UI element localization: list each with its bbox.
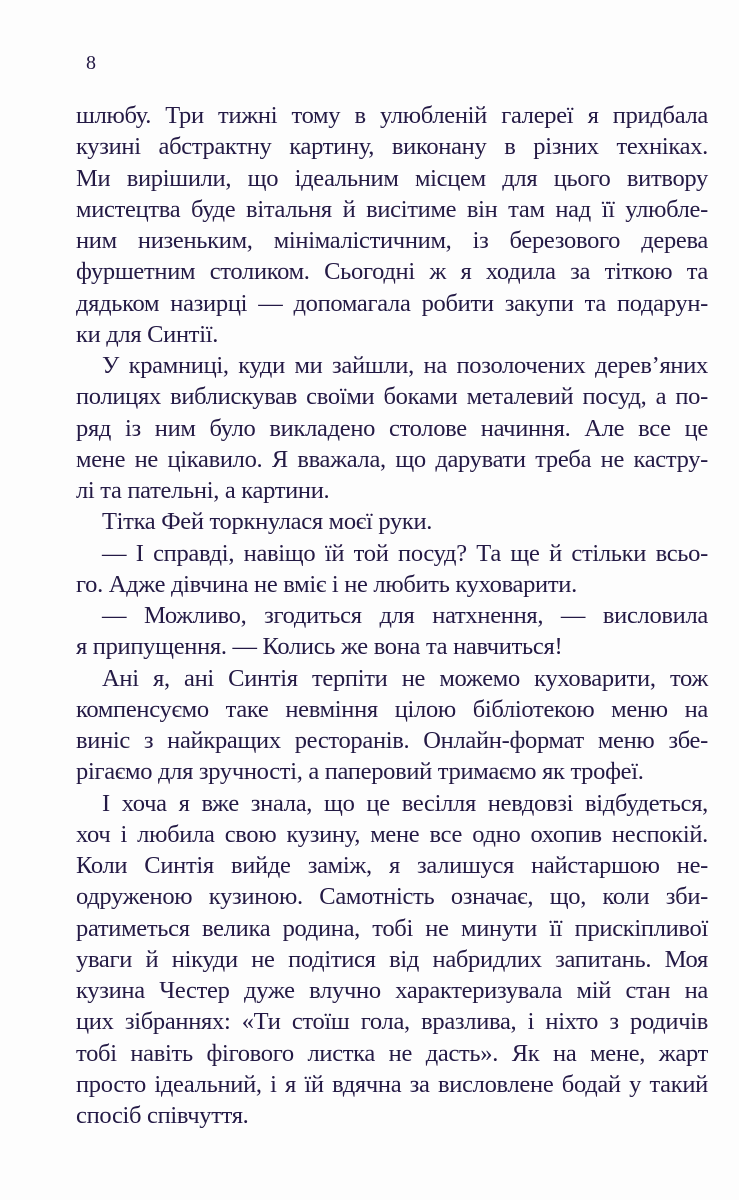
text-line: лі та пательні, а картини. <box>76 477 330 504</box>
paragraph <box>76 663 708 788</box>
text-line: хоч і любила свою кузину, мене все одно охопив неспокій. <box>76 820 708 848</box>
text-line: У крамниці, куди ми зайшли, на позолочених дерев’яних <box>102 352 708 379</box>
paragraph <box>76 600 708 663</box>
text-line: полицях виблискував своїми боками металевий посуд, а по- <box>76 383 708 411</box>
text-line: мене не цікавило. Я вважала, що дарувати треба не кастру- <box>76 445 708 473</box>
paragraph <box>76 350 708 506</box>
text-line: фуршетним столиком. Сьогодні ж я ходила за тіткою та <box>76 258 708 286</box>
paragraph <box>76 506 708 537</box>
text-line: просто ідеальний, і я їй вдячна за висловлене бодай у такий <box>76 1070 708 1098</box>
paragraph <box>76 538 708 601</box>
text-line: ним низеньким, мінімалістичним, із березового дерева <box>76 227 708 254</box>
text-line: компенсуємо таке невміння цілою бібліотекою меню на <box>76 695 708 723</box>
paragraph <box>76 788 708 1132</box>
text-line: рігаємо для зручності, а паперовий тримаємо як трофеї. <box>76 758 644 786</box>
text-line: уваги й нікуди не подітися від набридлих запитань. Моя <box>76 945 708 973</box>
text-line: Ані я, ані Синтія терпіти не можемо куховарити, тож <box>102 664 708 692</box>
text-line: виніс з найкращих ресторанів. Онлайн-формат меню збе- <box>76 727 708 754</box>
text-line: кузина Честер дуже влучно характеризувала мій стан на <box>76 977 708 1004</box>
text-line: Тітка Фей торкнулася моєї руки. <box>102 508 433 536</box>
text-line: — І справді, навіщо їй той посуд? Та ще й стільки всьо- <box>102 539 708 567</box>
page-number: 8 <box>86 52 96 74</box>
text-line: ряд із ним було викладено столове начиння. Але все це <box>76 414 708 442</box>
text-line: І хоча я вже знала, що це весілля невдовзі відбудеться, <box>102 789 708 817</box>
text-line: я припущення. — Колись же вона та навчиться! <box>76 633 563 661</box>
text-line: — Можливо, згодиться для натхнення, — висловила <box>102 602 708 629</box>
text-line: спосіб співчуття. <box>76 1102 249 1129</box>
text-line: одруженою кузиною. Самотність означає, що, коли зби- <box>76 883 708 911</box>
text-line: го. Адже дівчина не вміє і не любить куховарити. <box>76 570 577 598</box>
text-line: Коли Синтія вийде заміж, я залишуся найстаршою не- <box>76 852 708 879</box>
text-line: шлюбу. Три тижні тому в улюбленій галереї я придбала <box>76 102 708 129</box>
text-line: тобі навіть фігового листка не дасть». Як на мене, жарт <box>76 1039 708 1067</box>
text-line: кузині абстрактну картину, виконану в різних техніках. <box>76 133 708 161</box>
text-line: ратиметься велика родина, тобі не минути її прискіпливої <box>76 914 708 942</box>
body-text <box>76 100 708 1131</box>
text-line: мистецтва буде вітальня й висітиме він там над її улюбле- <box>76 195 708 223</box>
paragraph <box>76 100 708 350</box>
text-line: ки для Синтії. <box>76 320 219 348</box>
text-line: дядьком назирці — допомагала робити закупи та подарун- <box>76 289 708 317</box>
text-line: Ми вирішили, що ідеальним місцем для цього витвору <box>76 164 708 192</box>
text-line: цих зібраннях: «Ти стоїш гола, вразлива, і ніхто з родичів <box>76 1008 708 1036</box>
